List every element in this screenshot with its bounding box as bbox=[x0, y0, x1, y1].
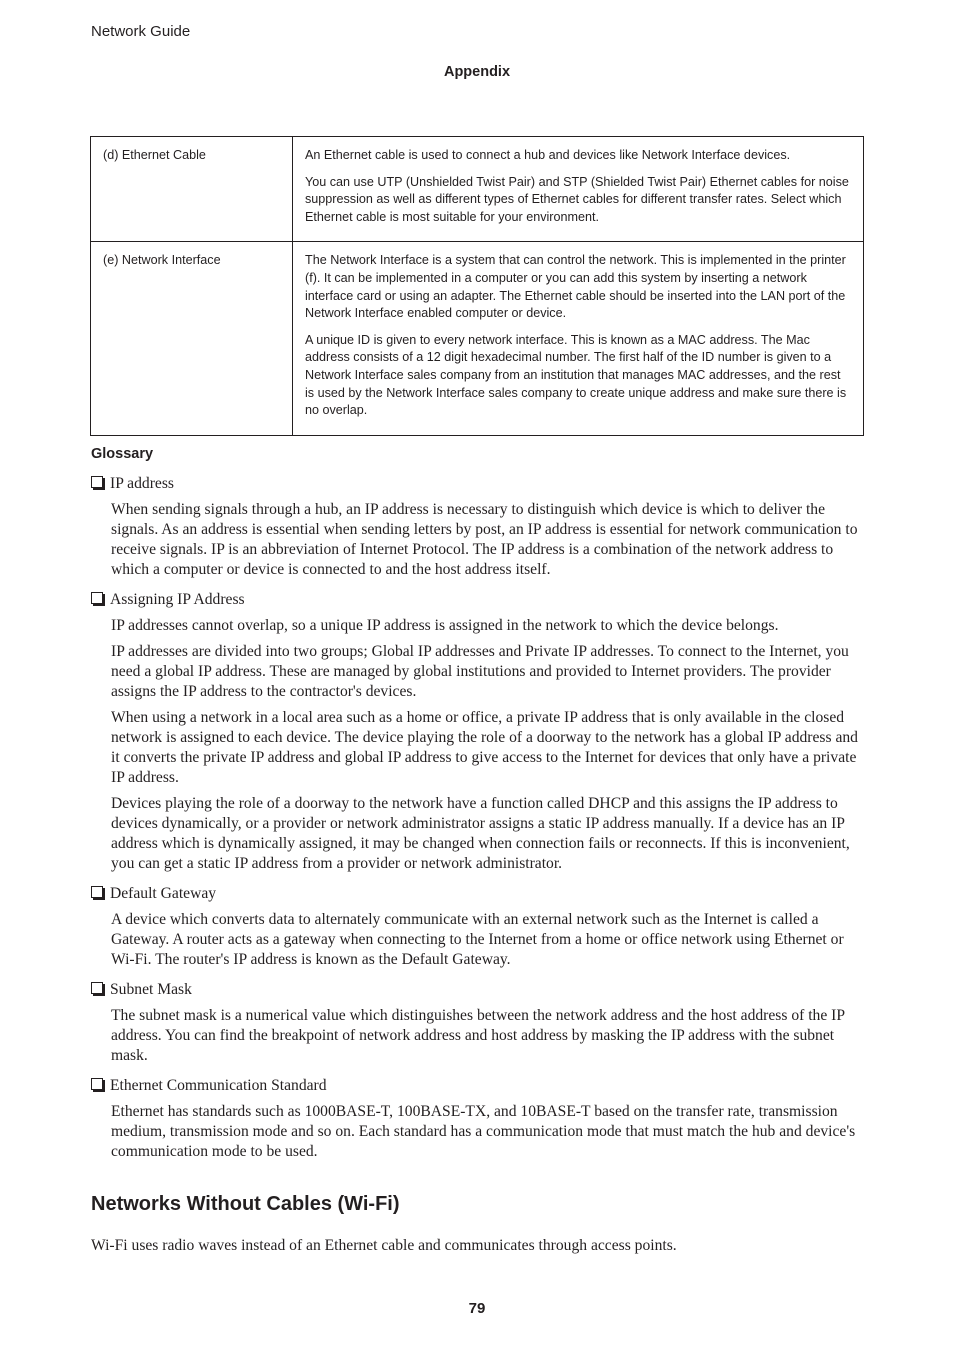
table-paragraph: You can use UTP (Unshielded Twist Pair) and STP (Shielded Twist Pair) Ethernet cables for noise suppression as well as different types of Ethernet cables for different transfer rates. Select which Ethernet cable is most suitable for your environment. bbox=[305, 174, 849, 224]
checkbox-bullet-icon bbox=[91, 1078, 103, 1090]
table-description-cell bbox=[293, 242, 864, 435]
glossary-entry bbox=[91, 1076, 863, 1162]
glossary-paragraph: IP addresses are divided into two groups; Global IP addresses and Private IP addresses. To connect to the Internet, you need a global IP address. These are managed by global institutions and provided to Internet providers. The provider assigns the IP address to the contractor's devices. bbox=[111, 643, 849, 700]
table-row bbox=[91, 137, 864, 242]
checkbox-bullet-icon bbox=[91, 886, 103, 898]
glossary-paragraph: A device which converts data to alternately communicate with an external network such as the Internet is called a Gateway. A router acts as a gateway when connecting to the Internet from a home or office network using Ethernet or Wi-Fi. The router's IP address is known as the Default Gateway. bbox=[111, 911, 844, 968]
checkbox-bullet-icon bbox=[91, 476, 103, 488]
glossary-entry bbox=[91, 884, 863, 970]
section-paragraph: Wi-Fi uses radio waves instead of an Ethernet cable and communicates through access points. bbox=[91, 1237, 677, 1254]
glossary-paragraph: When sending signals through a hub, an IP address is necessary to distinguish which device is which to deliver the signals. As an address is essential when sending letters by post, an IP address is essential for network communication to receive signals. IP is an abbreviation of Internet Protocol. The IP address is a combination of the network address to which a computer or device is connected to and the host address itself. bbox=[111, 501, 858, 578]
glossary-paragraph: Ethernet has standards such as 1000BASE-T, 100BASE-TX, and 10BASE-T based on the transfer rate, transmission medium, transmission mode and so on. Each standard has a communication mode that must match the hub and device's communication mode to be used. bbox=[111, 1103, 856, 1160]
glossary-paragraph: Devices playing the role of a doorway to the network have a function called DHCP and this assigns the IP address to devices dynamically, or a provider or network administrator assigns a static IP address manually. If a device has an IP address which is dynamically assigned, it may be changed when connection fails or reconnects. If this is inconvenient, you can get a static IP address from a provider or network administrator. bbox=[111, 795, 850, 872]
glossary-paragraph: When using a network in a local area such as a home or office, a private IP address that is only available in the closed network is assigned to each device. The device playing the role of a doorway to the network has a global IP address and it converts the private IP address and global IP address to give access to the Internet for devices that only have a private IP address. bbox=[111, 709, 858, 786]
component-table bbox=[90, 136, 864, 436]
glossary-term: IP address bbox=[110, 475, 174, 492]
table-paragraph: A unique ID is given to every network interface. This is known as a MAC address. The Mac address consists of a 12 digit hexadecimal number. The first half of the ID number is given to a Network Interface sales company from an institution that manages MAC addresses, and the rest is used by the Network Interface sales company to create unique address and make sure there is no overlap. bbox=[305, 332, 847, 418]
glossary-heading: Glossary bbox=[91, 446, 154, 462]
glossary-entry bbox=[91, 980, 863, 1066]
glossary-term: Subnet Mask bbox=[110, 981, 192, 998]
glossary-paragraph: IP addresses cannot overlap, so a unique IP address is assigned in the network to which the device belongs. bbox=[111, 617, 779, 634]
glossary-entry bbox=[91, 590, 863, 874]
checkbox-bullet-icon bbox=[91, 592, 103, 604]
table-term-cell: (e) Network Interface bbox=[91, 242, 293, 435]
glossary-term: Default Gateway bbox=[110, 885, 217, 902]
table-paragraph: The Network Interface is a system that can control the network. This is implemented in the printer (f). It can be implemented in a computer or you can add this system by inserting a network interface card or using an adapter. The Ethernet cable should be inserted into the LAN port of the Network Interface enabled computer or device. bbox=[305, 253, 846, 321]
section-header: Appendix bbox=[443, 64, 511, 80]
table-description-cell bbox=[293, 137, 864, 242]
glossary-term: Assigning IP Address bbox=[110, 591, 245, 608]
section-heading: Networks Without Cables (Wi-Fi) bbox=[91, 1193, 400, 1215]
glossary-term: Ethernet Communication Standard bbox=[110, 1077, 327, 1094]
page-number: 79 bbox=[468, 1300, 486, 1317]
table-paragraph: An Ethernet cable is used to connect a hub and devices like Network Interface devices. bbox=[305, 148, 791, 162]
checkbox-bullet-icon bbox=[91, 982, 103, 994]
document-title: Network Guide bbox=[91, 23, 191, 40]
table-row bbox=[91, 242, 864, 435]
glossary-list bbox=[91, 474, 863, 1172]
glossary-entry bbox=[91, 474, 863, 580]
glossary-paragraph: The subnet mask is a numerical value which distinguishes between the network address and the host address of the IP address. You can find the breakpoint of network address and host address by masking the IP address with the subnet mask. bbox=[111, 1007, 845, 1064]
table-term-cell: (d) Ethernet Cable bbox=[91, 137, 293, 242]
